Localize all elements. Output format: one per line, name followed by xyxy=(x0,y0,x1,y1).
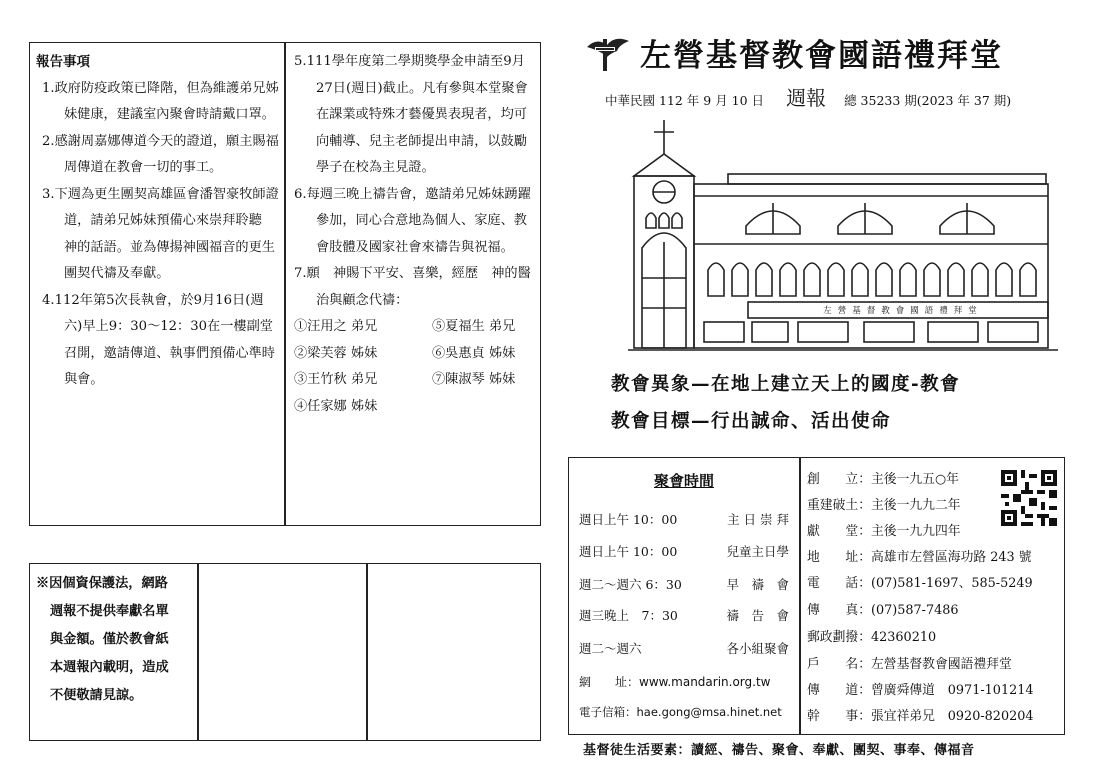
announcement-item: 5.111學年度第二學期獎學金申請至9月27日(週日)截止。凡有參與本堂聚會在課業或特殊才藝優異表現者，均可向輔導、兒主老師提出申請，以鼓勵學子在校為主見證。 xyxy=(294,54,528,175)
prayer-name: ①汪用之 弟兄 xyxy=(294,319,378,334)
church-title: 左營基督教會國語禮拜堂 xyxy=(640,38,1003,74)
announcement-item: 2.感謝周嘉娜傳道今天的證道，願主賜福周傳道在教會一切的事工。 xyxy=(42,133,279,175)
meeting-name: 各小組聚會 xyxy=(726,641,789,656)
prayer-name: ⑦陳淑琴 姊妹 xyxy=(432,372,516,387)
announcements-box xyxy=(29,42,541,526)
meeting-row xyxy=(579,510,789,528)
meeting-time: 週三晚上 7：30 xyxy=(579,608,678,623)
table-divider xyxy=(197,564,199,740)
meeting-time: 週二～週六 xyxy=(579,641,642,656)
church-building-illustration xyxy=(628,118,1058,356)
info-postal-account: 郵政劃撥：42360210 xyxy=(807,630,937,645)
meeting-times xyxy=(569,458,799,734)
announcements-heading: 報告事項 xyxy=(36,54,90,70)
prayer-name: ③王竹秋 弟兄 xyxy=(294,372,378,387)
offering-table xyxy=(29,563,541,741)
privacy-line: 不便敬請見諒。 xyxy=(50,688,143,703)
dove-cross-icon xyxy=(583,33,631,73)
info-rebuild: 重建破土：主後一九九二年 xyxy=(807,498,961,513)
privacy-note xyxy=(36,570,196,710)
info-account-name: 戶 名：左營基督教會國語禮拜堂 xyxy=(807,657,1012,672)
qr-code-icon xyxy=(1001,470,1057,526)
prayer-name: ②梁芙蓉 姊妹 xyxy=(294,345,378,361)
slogans xyxy=(611,366,960,440)
announcement-item: 1.政府防疫政策已降階，但為維護弟兄姊妹健康，建議室內聚會時請戴口罩。 xyxy=(42,80,279,122)
prayer-name: ⑥吳惠貞 姊妹 xyxy=(432,345,516,361)
announcement-item: 6.每週三晚上禱告會，邀請弟兄姊妹踴躍參加，同心合意地為個人、家庭、教會肢體及國家社會來禱告與祝福。 xyxy=(294,186,531,255)
info-dedication: 獻 堂：主後一九九四年 xyxy=(807,524,961,539)
info-address: 地 址：高雄市左營區海功路 243 號 xyxy=(807,550,1032,565)
meeting-time: 週日上午 10：00 xyxy=(579,512,678,527)
info-secretary: 幹 事：張宜祥弟兄 0920-820204 xyxy=(807,709,1034,724)
privacy-line: 與金額。僅於教會紙 xyxy=(50,632,169,647)
prayer-name xyxy=(432,394,542,421)
meeting-name: 早 禱 會 xyxy=(726,577,789,592)
issue-number: 總 35233 期(2023 年 37 期) xyxy=(844,93,1012,108)
meeting-row xyxy=(579,542,789,560)
meeting-name: 禱 告 會 xyxy=(726,608,789,623)
table-divider xyxy=(366,564,368,740)
meeting-heading: 聚會時間 xyxy=(653,472,714,490)
meeting-name: 主 日 崇 拜 xyxy=(727,512,789,527)
meeting-row xyxy=(579,639,789,657)
info-table xyxy=(568,457,1065,735)
info-preacher: 傳 道：曾廣舜傳道 0971-101214 xyxy=(807,683,1034,698)
church-info xyxy=(801,458,1063,734)
announcements-right-column xyxy=(288,49,536,420)
building-sign-text: 左營基督教會國語禮拜堂 xyxy=(823,306,983,316)
announcement-item: 4.112年第5次長執會，於9月16日(週六)早上9：30～12：30在一樓副堂召開，邀請傳道、執事們預備心準時與會。 xyxy=(42,292,275,387)
prayer-name: ⑤夏福生 弟兄 xyxy=(432,319,516,334)
weekly-label: 週報 xyxy=(786,86,827,110)
info-founded: 創 立：主後一九五○年 xyxy=(807,472,959,487)
info-phone: 電 話：(07)581-1697、585-5249 xyxy=(807,576,1033,591)
footer-principles: 基督徒生活要素：讀經、禱告、聚會、奉獻、團契、事奉、傳福音 xyxy=(583,743,975,758)
issue-date: 中華民國 112 年 9 月 10 日 xyxy=(605,93,765,108)
issue-line xyxy=(605,82,1011,111)
announcements-divider xyxy=(284,43,286,525)
prayer-name: ④任家娜 姊妹 xyxy=(294,398,378,414)
prayer-list xyxy=(288,314,536,420)
announcement-item: 3.下週為更生團契高雄區會潘智豪牧師證道，請弟兄姊妹預備心來崇拜聆聽 神的話語。並為傳揚神國福音的更生團契代禱及奉獻。 xyxy=(42,186,279,281)
announcement-item: 7.願 神賜下平安、喜樂，經歷 神的醫治與顧念代禱： xyxy=(294,266,531,308)
meeting-time: 週日上午 10：00 xyxy=(579,544,678,559)
website: 網 址：www.mandarin.org.tw xyxy=(579,675,771,689)
meeting-row xyxy=(579,575,789,593)
privacy-line: ※因個資保護法，網路 xyxy=(36,576,168,591)
privacy-line: 週報不提供奉獻名單 xyxy=(50,604,169,619)
meeting-time: 週二～週六 6：30 xyxy=(579,577,682,592)
meeting-name: 兒童主日學 xyxy=(726,544,789,559)
privacy-line: 本週報內載明，造成 xyxy=(50,660,169,675)
church-vision: 教會異象—在地上建立天上的國度-教會 xyxy=(611,374,961,395)
email: 電子信箱：hae.gong@msa.hinet.net xyxy=(579,705,782,719)
church-goal: 教會目標—行出誠命、活出使命 xyxy=(611,411,892,432)
church-logo xyxy=(583,33,631,73)
info-fax: 傳 真：(07)587-7486 xyxy=(807,603,959,618)
meeting-row xyxy=(579,606,789,624)
announcements-left-column xyxy=(36,49,280,394)
